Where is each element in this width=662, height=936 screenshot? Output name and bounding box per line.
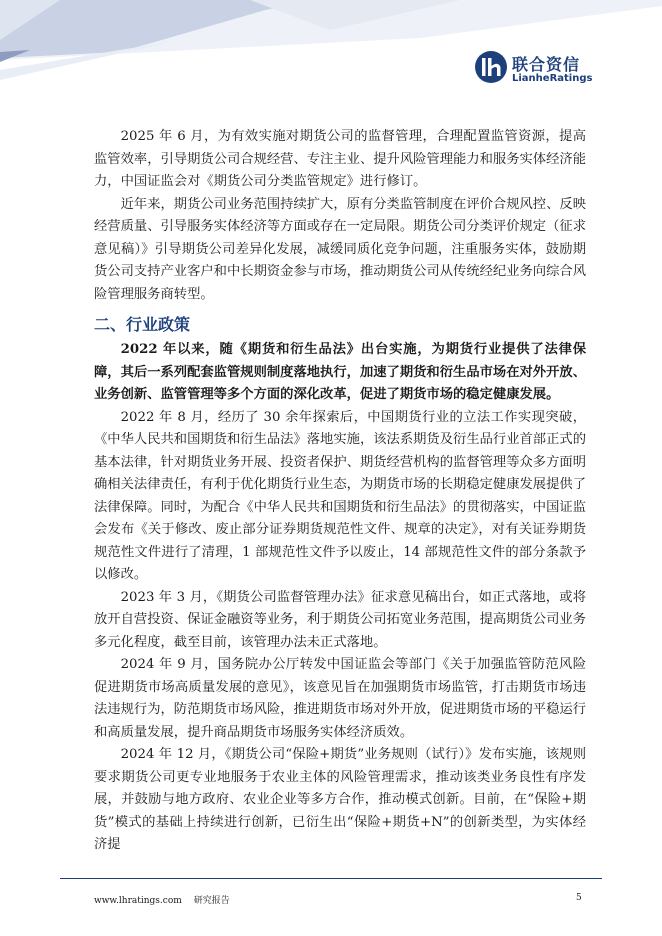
- footer-info: [94, 893, 242, 906]
- logo-mark-icon: [474, 50, 508, 84]
- paragraph: 2025 年 6 月，为有效实施对期货公司的监督管理，合理配置监管资源，提高监管效率，引导期货公司合规经营、专注主业、提升风险管理能力和服务实体经济能力，中国证监会对《期货公司分类监管规定》进行修订。: [94, 129, 586, 189]
- paragraph: 2024 年 9 月，国务院办公厅转发中国证监会等部门《关于加强监管防范风险促进期货市场高质量发展的意见》，该意见旨在加强期货市场监管，打击期货市场违法违规行为，防范期货市场风险，推进期货市场对外开放，促进期货市场的平稳运行和高质量发展，提升商品期货市场服务实体经济质效。: [94, 657, 586, 740]
- page-number: 5: [576, 893, 582, 903]
- logo-chinese-name: 联合资信: [512, 55, 581, 74]
- main-content: [94, 126, 586, 857]
- paragraph: 2022 年 8 月，经历了 30 余年探索后，中国期货行业的立法工作实现突破，《中华人民共和国期货和衍生品法》落地实施，该法系期货及衍生品行业首部正式的基本法律，针对期货业务开展、投资者保护、期货经营机构的监督管理等众多方面明确相关法律责任，有利于优化期货行业生态，为期货市场的长期稳定健康发展提供了法律保障。同时，为配合《中华人民共和国期货和衍生品法》的贯彻落实，中国证监会发布《关于修改、废止部分证券期货规范性文件、规章的决定》，对有关证券期货规范性文件进行了清理，1 部规范性文件予以废止，14 部规范性文件的部分条款予以修改。: [94, 409, 586, 582]
- summary-paragraph: 2022 年以来，随《期货和衍生品法》出台实施，为期货行业提供了法律保障，其后一系列配套监管规则制度落地执行，加速了期货和衍生品市场在对外开放、业务创新、监管管理等多个方面的深化改革，促进了期货市场的稳定健康发展。: [94, 342, 586, 402]
- paragraph: 2023 年 3 月，《期货公司监督管理办法》征求意见稿出台，如正式落地，或将放开自营投资、保证金融资等业务，利于期货公司拓宽业务范围，提高期货公司业务多元化程度，截至目前，该管理办法未正式落地。: [94, 589, 586, 650]
- footer-doc-type: 研究报告: [193, 896, 230, 906]
- paragraph: 2024 年 12 月，《期货公司“保险+期货”业务规则（试行）》发布实施，该规则要求期货公司更专业地服务于农业主体的风险管理需求，推动该类业务良性有序发展，并鼓励与地方政府、农业企业等多方合作，推动模式创新。目前，在“保险+期货”模式的基础上持续进行创新，已衍生出“保险+期货+N”的创新类型，为实体经济提: [94, 747, 586, 852]
- section-heading: 二、行业政策: [94, 315, 191, 334]
- logo-english-name: LianheRatings: [512, 73, 593, 84]
- footer-divider: [60, 878, 602, 879]
- footer-website-link[interactable]: www.lhratings.com: [94, 896, 182, 906]
- paragraph: 近年来，期货公司业务范围持续扩大，原有分类监管制度在评价合规风控、反映经营质量、引导服务实体经济等方面或存在一定局限。期货公司分类评价规定（征求意见稿）》引导期货公司差异化发展，减缓同质化竞争问题，注重服务实体，鼓励期货公司支持产业客户和中长期资金参与市场，推动期货公司从传统经纪业务向综合风险管理服务商转型。: [94, 196, 586, 302]
- company-logo: [474, 50, 594, 86]
